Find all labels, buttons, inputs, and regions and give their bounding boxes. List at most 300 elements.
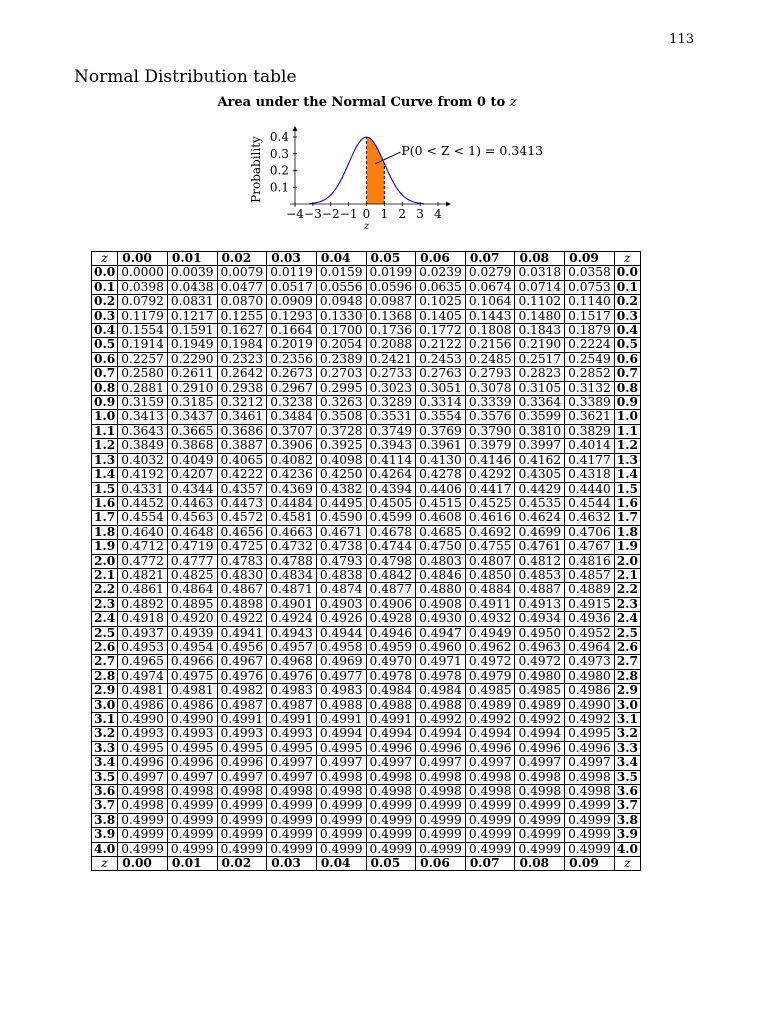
table-cell: 0.4525 xyxy=(465,496,515,510)
table-cell: 0.4930 xyxy=(416,612,466,626)
table-cell: 0.3906 xyxy=(267,439,317,453)
table-cell: 0.4803 xyxy=(416,554,466,568)
table-cell: 0.4264 xyxy=(366,468,416,482)
table-cell: 0.4988 xyxy=(316,698,366,712)
table-cell: 0.3943 xyxy=(366,439,416,453)
table-cell: 0.4725 xyxy=(217,540,267,554)
table-cell: 0.4998 xyxy=(267,785,317,799)
table-cell: 0.1808 xyxy=(465,324,515,338)
row-z-value-right: 3.9 xyxy=(614,828,640,842)
table-cell: 0.4632 xyxy=(565,511,615,525)
table-cell: 0.4991 xyxy=(316,713,366,727)
table-cell: 0.4998 xyxy=(366,785,416,799)
table-cell: 0.4967 xyxy=(217,655,267,669)
table-cell: 0.3023 xyxy=(366,381,416,395)
table-cell: 0.4889 xyxy=(565,583,615,597)
table-cell: 0.4999 xyxy=(465,813,515,827)
y-axis-label: Probability xyxy=(249,136,263,203)
table-cell: 0.1843 xyxy=(515,324,565,338)
table-row xyxy=(92,842,641,856)
header-row xyxy=(92,252,641,266)
table-cell: 0.4032 xyxy=(118,453,168,467)
table-cell: 0.4995 xyxy=(167,741,217,755)
table-cell: 0.0318 xyxy=(515,266,565,280)
row-z-value-right: 0.3 xyxy=(614,309,640,323)
table-cell: 0.1517 xyxy=(565,309,615,323)
table-cell: 0.4993 xyxy=(217,727,267,741)
row-z-value: 3.0 xyxy=(92,698,118,712)
table-cell: 0.3461 xyxy=(217,410,267,424)
annotation-label: P(0 < Z < 1) = 0.3413 xyxy=(401,143,544,159)
table-cell: 0.4999 xyxy=(316,813,366,827)
table-cell: 0.3728 xyxy=(316,424,366,438)
table-cell: 0.2549 xyxy=(565,352,615,366)
table-cell: 0.4903 xyxy=(316,597,366,611)
table-cell: 0.4192 xyxy=(118,468,168,482)
table-cell: 0.2881 xyxy=(118,381,168,395)
table-cell: 0.2763 xyxy=(416,367,466,381)
table-cell: 0.4484 xyxy=(267,496,317,510)
table-cell: 0.4887 xyxy=(515,583,565,597)
table-cell: 0.4957 xyxy=(267,640,317,654)
table-cell: 0.3576 xyxy=(465,410,515,424)
table-cell: 0.2967 xyxy=(267,381,317,395)
table-cell: 0.4934 xyxy=(515,612,565,626)
table-cell: 0.3686 xyxy=(217,424,267,438)
table-cell: 0.4793 xyxy=(316,554,366,568)
x-tick-label: 4 xyxy=(434,207,442,221)
table-cell: 0.4996 xyxy=(565,741,615,755)
table-cell: 0.4928 xyxy=(366,612,416,626)
table-cell: 0.4049 xyxy=(167,453,217,467)
table-cell: 0.4924 xyxy=(267,612,317,626)
table-cell: 0.4463 xyxy=(167,496,217,510)
x-axis-arrow xyxy=(446,202,451,207)
x-tick-label: −4 xyxy=(286,207,304,221)
row-z-value: 2.3 xyxy=(92,597,118,611)
row-z-value-right: 3.2 xyxy=(614,727,640,741)
footer-col: 0.08 xyxy=(515,857,565,871)
table-cell: 0.4999 xyxy=(167,813,217,827)
row-z-value: 3.7 xyxy=(92,799,118,813)
table-cell: 0.4997 xyxy=(465,756,515,770)
table-cell: 0.1140 xyxy=(565,295,615,309)
table-cell: 0.0753 xyxy=(565,280,615,294)
table-cell: 0.4993 xyxy=(118,727,168,741)
table-cell: 0.4867 xyxy=(217,583,267,597)
table-cell: 0.4964 xyxy=(565,640,615,654)
table-cell: 0.4920 xyxy=(167,612,217,626)
table-cell: 0.3238 xyxy=(267,396,317,410)
table-row xyxy=(92,511,641,525)
table-cell: 0.4998 xyxy=(118,799,168,813)
row-z-value: 1.4 xyxy=(92,468,118,482)
table-cell: 0.3508 xyxy=(316,410,366,424)
table-cell: 0.4590 xyxy=(316,511,366,525)
table-row xyxy=(92,424,641,438)
table-cell: 0.4892 xyxy=(118,597,168,611)
table-cell: 0.4798 xyxy=(366,554,416,568)
row-z-value: 0.7 xyxy=(92,367,118,381)
subtitle-variable: z xyxy=(509,95,517,110)
table-cell: 0.4911 xyxy=(465,597,515,611)
table-cell: 0.3829 xyxy=(565,424,615,438)
table-cell: 0.4998 xyxy=(565,785,615,799)
table-cell: 0.4440 xyxy=(565,482,615,496)
table-row xyxy=(92,713,641,727)
table-cell: 0.4981 xyxy=(167,684,217,698)
table-cell: 0.2938 xyxy=(217,381,267,395)
table-cell: 0.2088 xyxy=(366,338,416,352)
table-cell: 0.4146 xyxy=(465,453,515,467)
table-cell: 0.4608 xyxy=(416,511,466,525)
table-cell: 0.4978 xyxy=(416,669,466,683)
table-cell: 0.4998 xyxy=(465,770,515,784)
table-cell: 0.1217 xyxy=(167,309,217,323)
table-cell: 0.4369 xyxy=(267,482,317,496)
table-cell: 0.4572 xyxy=(217,511,267,525)
table-cell: 0.4999 xyxy=(416,813,466,827)
header-col: 0.07 xyxy=(465,252,515,266)
table-cell: 0.4995 xyxy=(217,741,267,755)
table-cell: 0.2852 xyxy=(565,367,615,381)
table-cell: 0.0119 xyxy=(267,266,317,280)
table-cell: 0.4999 xyxy=(416,828,466,842)
table-cell: 0.2389 xyxy=(316,352,366,366)
row-z-value: 0.8 xyxy=(92,381,118,395)
table-cell: 0.4939 xyxy=(167,626,217,640)
table-cell: 0.4706 xyxy=(565,525,615,539)
table-cell: 0.0079 xyxy=(217,266,267,280)
row-z-value: 4.0 xyxy=(92,842,118,856)
table-cell: 0.3484 xyxy=(267,410,317,424)
table-cell: 0.0039 xyxy=(167,266,217,280)
table-cell: 0.2793 xyxy=(465,367,515,381)
table-cell: 0.3887 xyxy=(217,439,267,453)
row-z-value-right: 3.1 xyxy=(614,713,640,727)
table-cell: 0.3643 xyxy=(118,424,168,438)
table-cell: 0.4999 xyxy=(267,813,317,827)
row-z-value-right: 3.7 xyxy=(614,799,640,813)
table-cell: 0.4926 xyxy=(316,612,366,626)
table-cell: 0.4998 xyxy=(565,770,615,784)
table-cell: 0.4999 xyxy=(217,842,267,856)
table-row xyxy=(92,482,641,496)
table-cell: 0.4761 xyxy=(515,540,565,554)
table-cell: 0.4357 xyxy=(217,482,267,496)
table-cell: 0.4995 xyxy=(267,741,317,755)
table-cell: 0.4953 xyxy=(118,640,168,654)
table-cell: 0.4922 xyxy=(217,612,267,626)
table-cell: 0.4988 xyxy=(366,698,416,712)
table-cell: 0.2823 xyxy=(515,367,565,381)
table-cell: 0.4871 xyxy=(267,583,317,597)
table-cell: 0.4986 xyxy=(167,698,217,712)
table-cell: 0.4807 xyxy=(465,554,515,568)
table-cell: 0.3159 xyxy=(118,396,168,410)
table-cell: 0.4998 xyxy=(416,785,466,799)
table-cell: 0.4663 xyxy=(267,525,317,539)
table-cell: 0.4949 xyxy=(465,626,515,640)
table-cell: 0.3132 xyxy=(565,381,615,395)
table-cell: 0.4495 xyxy=(316,496,366,510)
table-cell: 0.4989 xyxy=(515,698,565,712)
table-cell: 0.4563 xyxy=(167,511,217,525)
table-cell: 0.4830 xyxy=(217,568,267,582)
table-row xyxy=(92,468,641,482)
table-cell: 0.1064 xyxy=(465,295,515,309)
row-z-value-right: 3.3 xyxy=(614,741,640,755)
table-cell: 0.1591 xyxy=(167,324,217,338)
table-cell: 0.0159 xyxy=(316,266,366,280)
row-z-value: 0.4 xyxy=(92,324,118,338)
table-cell: 0.4999 xyxy=(118,813,168,827)
row-z-value: 3.4 xyxy=(92,756,118,770)
table-cell: 0.4999 xyxy=(167,842,217,856)
table-row xyxy=(92,367,641,381)
table-cell: 0.4877 xyxy=(366,583,416,597)
row-z-value: 0.3 xyxy=(92,309,118,323)
table-cell: 0.4685 xyxy=(416,525,466,539)
table-cell: 0.4880 xyxy=(416,583,466,597)
table-cell: 0.4971 xyxy=(416,655,466,669)
table-cell: 0.0870 xyxy=(217,295,267,309)
row-z-value-right: 2.5 xyxy=(614,626,640,640)
table-cell: 0.4755 xyxy=(465,540,515,554)
table-cell: 0.4098 xyxy=(316,453,366,467)
table-cell: 0.2611 xyxy=(167,367,217,381)
table-cell: 0.4932 xyxy=(465,612,515,626)
table-cell: 0.4981 xyxy=(118,684,168,698)
table-row xyxy=(92,295,641,309)
table-cell: 0.4452 xyxy=(118,496,168,510)
table-cell: 0.4999 xyxy=(515,828,565,842)
table-cell: 0.4999 xyxy=(366,828,416,842)
row-z-value-right: 0.9 xyxy=(614,396,640,410)
row-z-value-right: 2.0 xyxy=(614,554,640,568)
row-z-value: 1.0 xyxy=(92,410,118,424)
x-tick-label: −1 xyxy=(339,207,358,221)
table-cell: 0.4671 xyxy=(316,525,366,539)
table-cell: 0.0477 xyxy=(217,280,267,294)
row-z-value-right: 0.4 xyxy=(614,324,640,338)
row-z-value-right: 3.0 xyxy=(614,698,640,712)
row-z-value: 0.0 xyxy=(92,266,118,280)
table-cell: 0.4965 xyxy=(118,655,168,669)
table-cell: 0.4979 xyxy=(465,669,515,683)
table-cell: 0.4995 xyxy=(565,727,615,741)
table-cell: 0.4978 xyxy=(366,669,416,683)
table-cell: 0.4992 xyxy=(565,713,615,727)
table-cell: 0.1179 xyxy=(118,309,168,323)
table-cell: 0.4976 xyxy=(267,669,317,683)
row-z-value-right: 3.8 xyxy=(614,813,640,827)
row-z-value-right: 0.7 xyxy=(614,367,640,381)
table-cell: 0.4648 xyxy=(167,525,217,539)
table-cell: 0.3925 xyxy=(316,439,366,453)
table-cell: 0.4616 xyxy=(465,511,515,525)
table-cell: 0.4162 xyxy=(515,453,565,467)
footer-col: 0.07 xyxy=(465,857,515,871)
table-cell: 0.4980 xyxy=(515,669,565,683)
row-z-value: 1.7 xyxy=(92,511,118,525)
table-cell: 0.4997 xyxy=(416,756,466,770)
table-cell: 0.4991 xyxy=(267,713,317,727)
table-cell: 0.4130 xyxy=(416,453,466,467)
table-cell: 0.0438 xyxy=(167,280,217,294)
table-cell: 0.2421 xyxy=(366,352,416,366)
table-row xyxy=(92,583,641,597)
table-cell: 0.4999 xyxy=(118,842,168,856)
table-cell: 0.4821 xyxy=(118,568,168,582)
row-z-value: 0.6 xyxy=(92,352,118,366)
table-cell: 0.4997 xyxy=(565,756,615,770)
row-z-value-right: 1.9 xyxy=(614,540,640,554)
table-cell: 0.4515 xyxy=(416,496,466,510)
table-cell: 0.4544 xyxy=(565,496,615,510)
row-z-value: 2.0 xyxy=(92,554,118,568)
table-cell: 0.1330 xyxy=(316,309,366,323)
table-cell: 0.4250 xyxy=(316,468,366,482)
row-z-value-right: 0.8 xyxy=(614,381,640,395)
footer-col: 0.09 xyxy=(565,857,615,871)
y-tick-label: 0.3 xyxy=(269,146,289,161)
table-cell: 0.1627 xyxy=(217,324,267,338)
table-cell: 0.4473 xyxy=(217,496,267,510)
row-z-value: 3.3 xyxy=(92,741,118,755)
table-row xyxy=(92,741,641,755)
table-cell: 0.4987 xyxy=(267,698,317,712)
table-row xyxy=(92,568,641,582)
row-z-value: 0.1 xyxy=(92,280,118,294)
table-cell: 0.3868 xyxy=(167,439,217,453)
normal-distribution-table xyxy=(91,251,641,871)
table-cell: 0.1914 xyxy=(118,338,168,352)
table-cell: 0.4994 xyxy=(316,727,366,741)
table-cell: 0.4997 xyxy=(366,756,416,770)
footer-col: 0.03 xyxy=(267,857,317,871)
table-row xyxy=(92,453,641,467)
header-col: 0.03 xyxy=(267,252,317,266)
row-z-value-right: 0.6 xyxy=(614,352,640,366)
row-z-value-right: 3.4 xyxy=(614,756,640,770)
table-cell: 0.4991 xyxy=(217,713,267,727)
table-cell: 0.4997 xyxy=(267,770,317,784)
table-cell: 0.4918 xyxy=(118,612,168,626)
table-cell: 0.4278 xyxy=(416,468,466,482)
table-cell: 0.2019 xyxy=(267,338,317,352)
row-z-value: 1.1 xyxy=(92,424,118,438)
table-cell: 0.4972 xyxy=(465,655,515,669)
table-cell: 0.4947 xyxy=(416,626,466,640)
table-cell: 0.2485 xyxy=(465,352,515,366)
table-cell: 0.4895 xyxy=(167,597,217,611)
row-z-value: 2.9 xyxy=(92,684,118,698)
table-cell: 0.4318 xyxy=(565,468,615,482)
table-row xyxy=(92,727,641,741)
table-cell: 0.4997 xyxy=(316,756,366,770)
table-cell: 0.4857 xyxy=(565,568,615,582)
table-cell: 0.4999 xyxy=(515,842,565,856)
table-cell: 0.4999 xyxy=(515,799,565,813)
table-cell: 0.4222 xyxy=(217,468,267,482)
row-z-value: 2.7 xyxy=(92,655,118,669)
table-cell: 0.4993 xyxy=(167,727,217,741)
table-cell: 0.2290 xyxy=(167,352,217,366)
table-cell: 0.4853 xyxy=(515,568,565,582)
row-z-value-right: 2.3 xyxy=(614,597,640,611)
row-z-value: 3.1 xyxy=(92,713,118,727)
table-cell: 0.2453 xyxy=(416,352,466,366)
row-z-value: 1.3 xyxy=(92,453,118,467)
table-cell: 0.3599 xyxy=(515,410,565,424)
table-row xyxy=(92,540,641,554)
table-cell: 0.4712 xyxy=(118,540,168,554)
table-cell: 0.0792 xyxy=(118,295,168,309)
table-cell: 0.1984 xyxy=(217,338,267,352)
table-cell: 0.4999 xyxy=(267,828,317,842)
row-z-value: 2.6 xyxy=(92,640,118,654)
table-cell: 0.1443 xyxy=(465,309,515,323)
table-cell: 0.3364 xyxy=(515,396,565,410)
table-cell: 0.4997 xyxy=(515,756,565,770)
table-cell: 0.4999 xyxy=(217,828,267,842)
table-cell: 0.3707 xyxy=(267,424,317,438)
table-cell: 0.0199 xyxy=(366,266,416,280)
table-cell: 0.4992 xyxy=(515,713,565,727)
table-cell: 0.4959 xyxy=(366,640,416,654)
table-cell: 0.4998 xyxy=(316,785,366,799)
footer-col: 0.04 xyxy=(316,857,366,871)
table-row xyxy=(92,698,641,712)
table-cell: 0.4599 xyxy=(366,511,416,525)
table-cell: 0.1664 xyxy=(267,324,317,338)
footer-col: 0.05 xyxy=(366,857,416,871)
row-z-value: 0.5 xyxy=(92,338,118,352)
table-cell: 0.4177 xyxy=(565,453,615,467)
table-row xyxy=(92,280,641,294)
table-cell: 0.4972 xyxy=(515,655,565,669)
table-cell: 0.3979 xyxy=(465,439,515,453)
table-cell: 0.0831 xyxy=(167,295,217,309)
table-cell: 0.4999 xyxy=(465,828,515,842)
x-axis-label: z xyxy=(363,221,370,232)
table-cell: 0.4999 xyxy=(416,799,466,813)
table-cell: 0.4995 xyxy=(118,741,168,755)
table-cell: 0.4962 xyxy=(465,640,515,654)
normal-table-container xyxy=(91,251,641,871)
table-cell: 0.4963 xyxy=(515,640,565,654)
table-cell: 0.4994 xyxy=(515,727,565,741)
x-tick-label: −2 xyxy=(321,207,340,221)
table-cell: 0.4952 xyxy=(565,626,615,640)
footer-col: 0.02 xyxy=(217,857,267,871)
table-cell: 0.3437 xyxy=(167,410,217,424)
table-row xyxy=(92,381,641,395)
table-cell: 0.4305 xyxy=(515,468,565,482)
row-z-value-right: 2.7 xyxy=(614,655,640,669)
table-cell: 0.3849 xyxy=(118,439,168,453)
normal-curve-figure xyxy=(240,124,570,240)
table-row xyxy=(92,655,641,669)
row-z-value-right: 1.5 xyxy=(614,482,640,496)
table-cell: 0.2323 xyxy=(217,352,267,366)
table-cell: 0.4992 xyxy=(416,713,466,727)
table-row xyxy=(92,785,641,799)
table-cell: 0.2580 xyxy=(118,367,168,381)
table-cell: 0.4968 xyxy=(267,655,317,669)
table-cell: 0.4772 xyxy=(118,554,168,568)
